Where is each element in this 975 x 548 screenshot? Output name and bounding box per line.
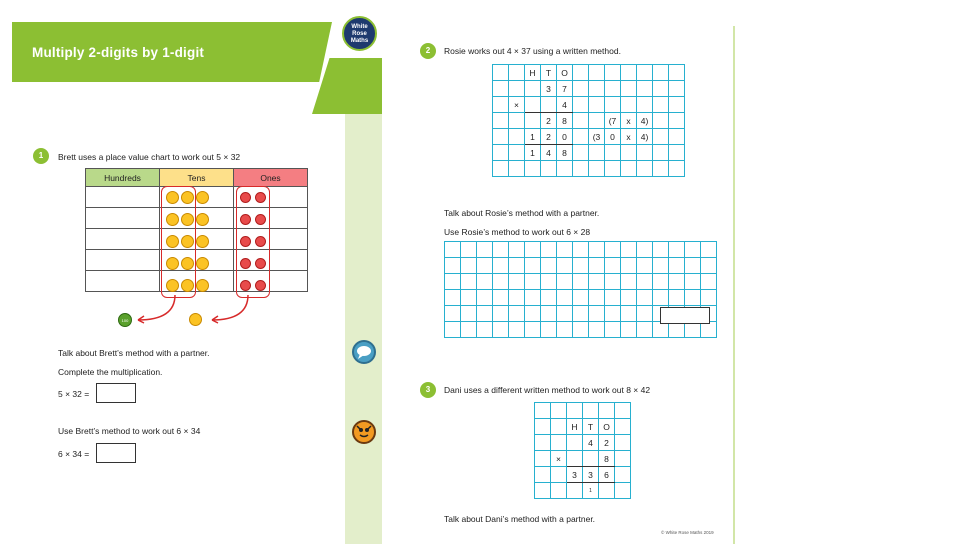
- place-value-chart: [85, 168, 308, 292]
- q2-prompt: Rosie works out 4 × 37 using a written method.: [444, 46, 621, 56]
- q1-equation-1: 5 × 32 =: [58, 389, 90, 399]
- grid-cell: x: [621, 113, 637, 129]
- grid-cell: [621, 290, 637, 306]
- grid-cell: [493, 129, 509, 145]
- grid-cell: [445, 242, 461, 258]
- grid-cell: [535, 435, 551, 451]
- grid-cell: [653, 145, 669, 161]
- grid-cell: [461, 322, 477, 338]
- grid-cell: [557, 306, 573, 322]
- grid-cell: 8: [557, 145, 573, 161]
- grid-cell: [525, 306, 541, 322]
- grid-cell: [573, 322, 589, 338]
- header-tens: Tens: [160, 169, 234, 187]
- grid-cell: [605, 161, 621, 177]
- grid-cell: [615, 419, 631, 435]
- grid-cell: [669, 113, 685, 129]
- grid-cell: [541, 290, 557, 306]
- grid-cell: [669, 81, 685, 97]
- grid-cell: [493, 242, 509, 258]
- grid-cell: [605, 97, 621, 113]
- grid-cell: H: [567, 419, 583, 435]
- grid-cell: 3: [541, 81, 557, 97]
- grid-cell: [605, 322, 621, 338]
- grid-cell: 1: [583, 483, 599, 499]
- grid-cell: 2: [541, 113, 557, 129]
- grid-cell: 4: [583, 435, 599, 451]
- grid-cell: [621, 65, 637, 81]
- grid-cell: [653, 97, 669, 113]
- grid-cell: [605, 258, 621, 274]
- grid-cell: [637, 290, 653, 306]
- grid-cell: [509, 161, 525, 177]
- grid-cell: [605, 242, 621, 258]
- answer-box-3[interactable]: [660, 307, 710, 324]
- page-divider: [733, 26, 735, 544]
- grid-cell: [605, 274, 621, 290]
- grid-cell: 4: [557, 97, 573, 113]
- grid-cell: [637, 65, 653, 81]
- grid-cell: [535, 403, 551, 419]
- answer-box-2[interactable]: [96, 443, 136, 463]
- grid-cell: 1: [525, 129, 541, 145]
- grid-cell: [477, 258, 493, 274]
- q2-use: Use Rosie’s method to work out 6 × 28: [444, 227, 591, 237]
- grid-cell: H: [525, 65, 541, 81]
- grid-cell: [551, 435, 567, 451]
- answer-box-1[interactable]: [96, 383, 136, 403]
- grid-cell: [525, 290, 541, 306]
- grid-cell: [615, 467, 631, 483]
- grid-cell: [637, 81, 653, 97]
- grid-cell: [493, 161, 509, 177]
- grid-cell: [509, 81, 525, 97]
- grid-cell: [589, 97, 605, 113]
- grid-cell: [509, 242, 525, 258]
- grid-cell: [573, 145, 589, 161]
- grid-cell: [621, 322, 637, 338]
- grid-cell: [557, 161, 573, 177]
- grid-cell: [541, 306, 557, 322]
- grid-cell: [493, 97, 509, 113]
- grid-cell: [653, 242, 669, 258]
- grid-cell: [477, 274, 493, 290]
- grid-cell: [525, 322, 541, 338]
- q2-talk: Talk about Rosie’s method with a partner.: [444, 208, 600, 218]
- grid-cell: [557, 242, 573, 258]
- header-hundreds: Hundreds: [86, 169, 160, 187]
- grid-cell: [685, 274, 701, 290]
- grid-cell: [669, 242, 685, 258]
- footer-copyright: © White Rose Maths 2019: [661, 530, 714, 535]
- grid-cell: [535, 451, 551, 467]
- grid-cell: 8: [557, 113, 573, 129]
- grid-cell: [573, 65, 589, 81]
- grid-cell: [637, 161, 653, 177]
- grid-cell: [589, 145, 605, 161]
- grid-cell: 6: [599, 467, 615, 483]
- grid-cell: [535, 467, 551, 483]
- grid-cell: [637, 258, 653, 274]
- grid-cell: [637, 306, 653, 322]
- grid-cell: [573, 274, 589, 290]
- grid-cell: [567, 435, 583, 451]
- grid-cell: [589, 306, 605, 322]
- grid-cell: [573, 129, 589, 145]
- grid-cell: [669, 97, 685, 113]
- grid-cell: [567, 403, 583, 419]
- grid-cell: [509, 274, 525, 290]
- grid-cell: [599, 403, 615, 419]
- grid-cell: [461, 242, 477, 258]
- grid-cell: [541, 258, 557, 274]
- grid-cell: T: [583, 419, 599, 435]
- grid-cell: [573, 97, 589, 113]
- grid-cell: [573, 290, 589, 306]
- grid-cell: 8: [599, 451, 615, 467]
- grid-cell: [621, 242, 637, 258]
- grid-cell: [525, 258, 541, 274]
- grid-cell: [669, 129, 685, 145]
- grid-cell: [461, 306, 477, 322]
- grid-cell: [509, 113, 525, 129]
- grid-cell: [493, 258, 509, 274]
- grid-cell: [621, 274, 637, 290]
- dani-method-grid: [534, 402, 631, 499]
- grid-cell: [445, 322, 461, 338]
- q1-prompt: Brett uses a place value chart to work out 5 × 32: [58, 152, 241, 162]
- grid-cell: [621, 161, 637, 177]
- grid-cell: [621, 81, 637, 97]
- grid-cell: [621, 258, 637, 274]
- grid-cell: [589, 290, 605, 306]
- grid-cell: [525, 81, 541, 97]
- grid-cell: [509, 306, 525, 322]
- grid-cell: [653, 290, 669, 306]
- grid-cell: [557, 258, 573, 274]
- grid-cell: [669, 145, 685, 161]
- grid-cell: [669, 161, 685, 177]
- grid-cell: [653, 65, 669, 81]
- grid-cell: O: [599, 419, 615, 435]
- grid-cell: [525, 274, 541, 290]
- grid-cell: 0: [605, 129, 621, 145]
- grid-cell: 2: [599, 435, 615, 451]
- grid-cell: [589, 274, 605, 290]
- grid-cell: [557, 290, 573, 306]
- grid-cell: [589, 161, 605, 177]
- speech-bubble-icon: [352, 340, 376, 364]
- grid-cell: [525, 161, 541, 177]
- grid-cell: [477, 322, 493, 338]
- side-strip: [345, 114, 382, 544]
- grid-cell: [605, 65, 621, 81]
- header-ones: Ones: [234, 169, 308, 187]
- grid-cell: T: [541, 65, 557, 81]
- q1-equation-2: 6 × 34 =: [58, 449, 90, 459]
- grid-cell: [605, 145, 621, 161]
- grid-cell: [653, 81, 669, 97]
- grid-cell: [493, 322, 509, 338]
- grid-cell: [541, 242, 557, 258]
- grid-cell: [509, 290, 525, 306]
- grid-cell: 4: [541, 145, 557, 161]
- grid-cell: [589, 242, 605, 258]
- grid-cell: [621, 145, 637, 161]
- grid-cell: [685, 242, 701, 258]
- page-title: Multiply 2-digits by 1-digit: [32, 45, 205, 60]
- grid-cell: 0: [557, 129, 573, 145]
- grid-cell: [589, 113, 605, 129]
- grid-cell: [621, 306, 637, 322]
- grid-cell: [669, 290, 685, 306]
- grid-cell: [525, 113, 541, 129]
- grid-cell: [573, 242, 589, 258]
- grid-cell: [477, 306, 493, 322]
- grid-cell: [535, 419, 551, 435]
- grid-cell: 3: [567, 467, 583, 483]
- grid-cell: [445, 290, 461, 306]
- grid-cell: [605, 306, 621, 322]
- q1-complete: Complete the multiplication.: [58, 367, 163, 377]
- grid-cell: [589, 65, 605, 81]
- grid-cell: [653, 274, 669, 290]
- grid-cell: [615, 483, 631, 499]
- grid-cell: [637, 242, 653, 258]
- grid-cell: [685, 290, 701, 306]
- grid-cell: [493, 81, 509, 97]
- grid-cell: [493, 306, 509, 322]
- question-number-1: 1: [33, 148, 49, 164]
- grid-cell: [551, 419, 567, 435]
- grid-cell: [653, 258, 669, 274]
- grid-cell: [637, 322, 653, 338]
- grid-cell: [669, 274, 685, 290]
- grid-cell: [615, 403, 631, 419]
- grid-cell: 7: [557, 81, 573, 97]
- grid-cell: [701, 242, 717, 258]
- grid-cell: [461, 274, 477, 290]
- grid-cell: 3: [583, 467, 599, 483]
- grid-cell: [637, 274, 653, 290]
- grid-cell: [573, 306, 589, 322]
- grid-cell: [541, 161, 557, 177]
- grid-cell: [701, 258, 717, 274]
- grid-cell: [493, 290, 509, 306]
- grid-cell: [583, 403, 599, 419]
- grid-cell: [509, 145, 525, 161]
- grid-cell: ×: [509, 97, 525, 113]
- grid-cell: [461, 258, 477, 274]
- grid-cell: [605, 290, 621, 306]
- grid-cell: 4): [637, 129, 653, 145]
- grid-cell: [567, 483, 583, 499]
- grid-cell: (3: [589, 129, 605, 145]
- grid-cell: [477, 290, 493, 306]
- grid-cell: [653, 129, 669, 145]
- grid-cell: [669, 65, 685, 81]
- grid-cell: (7: [605, 113, 621, 129]
- white-rose-logo: White Rose Maths: [342, 16, 377, 51]
- grid-cell: [493, 274, 509, 290]
- grid-cell: [477, 242, 493, 258]
- grid-cell: [567, 451, 583, 467]
- q3-prompt: Dani uses a different written method to work out 8 × 42: [444, 385, 651, 395]
- hundred-counter: 100: [118, 313, 132, 327]
- grid-cell: [653, 161, 669, 177]
- grid-cell: [637, 97, 653, 113]
- grid-cell: [551, 467, 567, 483]
- grid-cell: [535, 483, 551, 499]
- grid-cell: [653, 113, 669, 129]
- grid-cell: [701, 274, 717, 290]
- question-number-2: 2: [420, 43, 436, 59]
- grid-cell: [605, 81, 621, 97]
- grid-cell: [589, 81, 605, 97]
- grid-cell: [509, 322, 525, 338]
- q3-talk: Talk about Dani’s method with a partner.: [444, 514, 596, 524]
- grid-cell: [541, 97, 557, 113]
- grid-cell: [573, 258, 589, 274]
- grid-cell: [621, 97, 637, 113]
- grid-cell: [557, 322, 573, 338]
- grid-cell: [669, 258, 685, 274]
- grid-cell: [551, 403, 567, 419]
- grid-cell: [557, 274, 573, 290]
- rosie-method-grid: [492, 64, 685, 177]
- grid-cell: [541, 274, 557, 290]
- grid-cell: O: [557, 65, 573, 81]
- tiger-icon: [352, 420, 376, 444]
- grid-cell: 1: [525, 145, 541, 161]
- grid-cell: [461, 290, 477, 306]
- grid-cell: [445, 306, 461, 322]
- grid-cell: [509, 258, 525, 274]
- grid-cell: [493, 145, 509, 161]
- grid-cell: [599, 483, 615, 499]
- grid-cell: [509, 65, 525, 81]
- grid-cell: [525, 242, 541, 258]
- grid-cell: [573, 113, 589, 129]
- grid-cell: [685, 258, 701, 274]
- grid-cell: [525, 97, 541, 113]
- grid-cell: [701, 290, 717, 306]
- grid-cell: [583, 451, 599, 467]
- q1-talk: Talk about Brett’s method with a partner.: [58, 348, 210, 358]
- grid-cell: [445, 274, 461, 290]
- grid-cell: [615, 451, 631, 467]
- grid-cell: [637, 145, 653, 161]
- grid-cell: [615, 435, 631, 451]
- grid-cell: [493, 113, 509, 129]
- grid-cell: x: [621, 129, 637, 145]
- grid-cell: [493, 65, 509, 81]
- grid-cell: [589, 258, 605, 274]
- question-number-3: 3: [420, 382, 436, 398]
- grid-cell: [445, 258, 461, 274]
- exchange-arrows-icon: [130, 290, 280, 330]
- grid-cell: [541, 322, 557, 338]
- grid-cell: 4): [637, 113, 653, 129]
- grid-cell: [509, 129, 525, 145]
- grid-cell: [573, 81, 589, 97]
- grid-cell: [589, 322, 605, 338]
- q1-use: Use Brett’s method to work out 6 × 34: [58, 426, 201, 436]
- grid-cell: 2: [541, 129, 557, 145]
- grid-cell: ×: [551, 451, 567, 467]
- grid-cell: [551, 483, 567, 499]
- grid-cell: [573, 161, 589, 177]
